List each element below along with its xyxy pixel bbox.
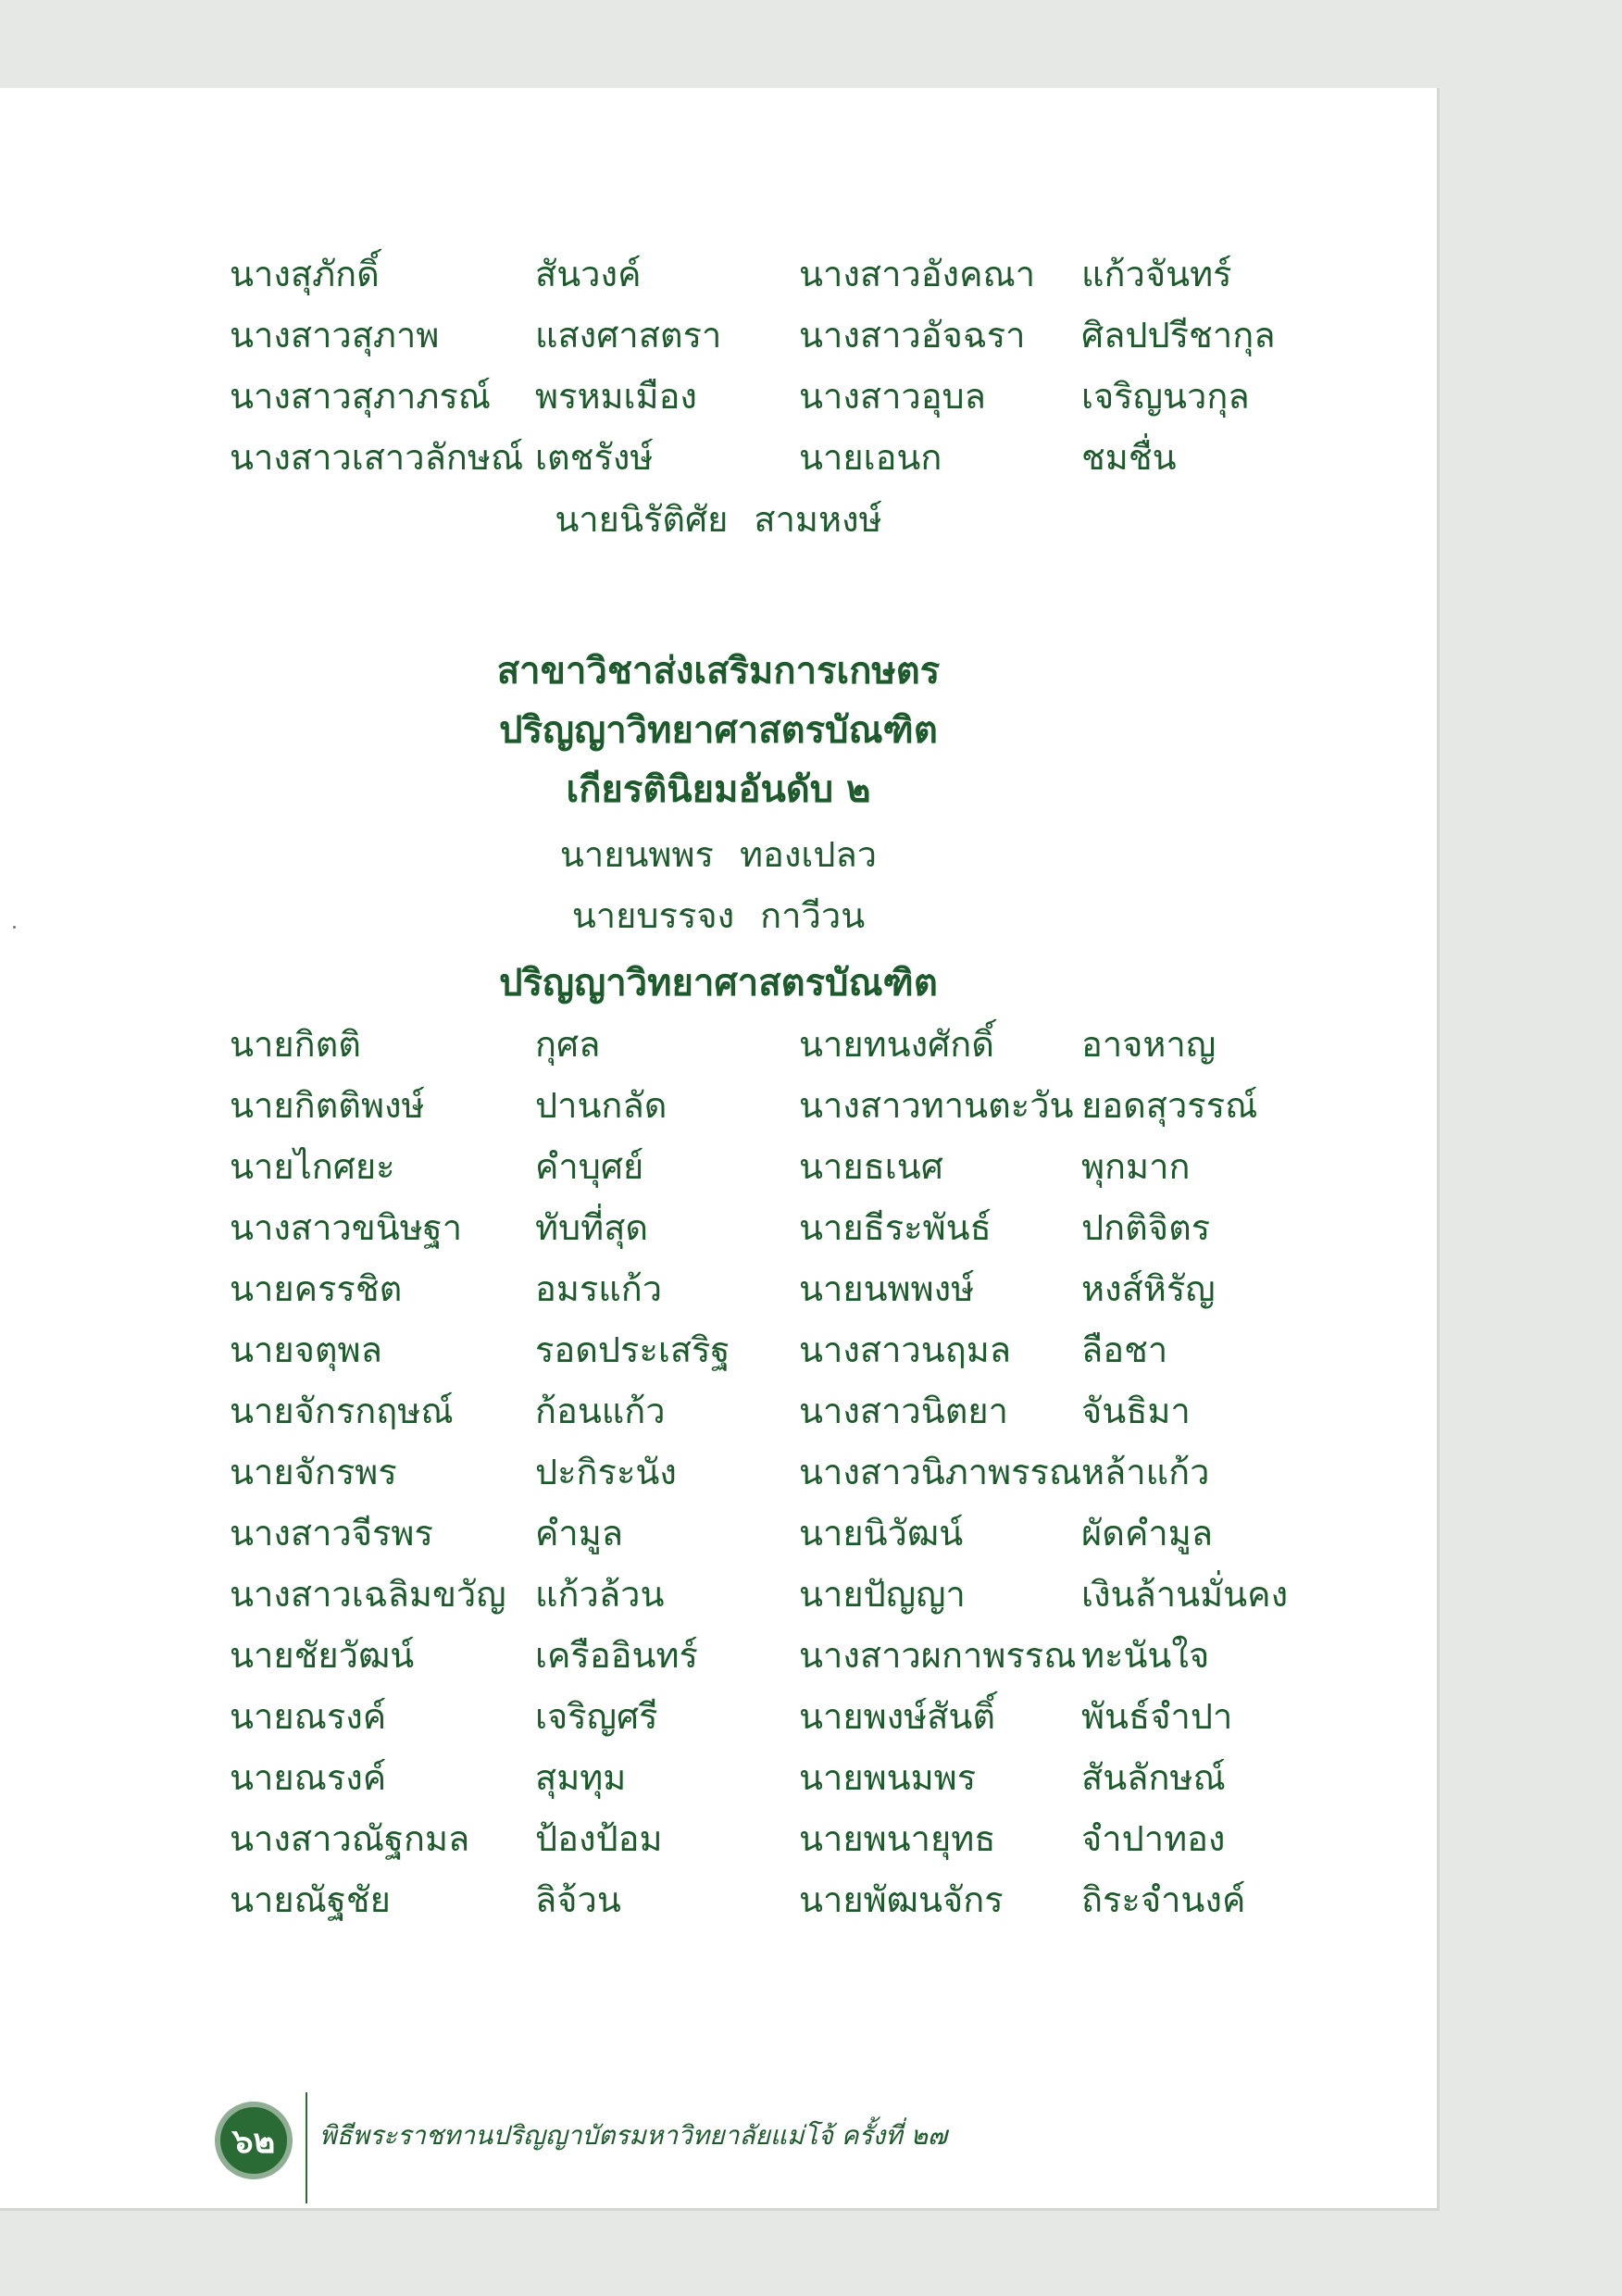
name-list-last-row [0,489,1437,550]
scan-speck [13,926,16,929]
name-cell: นายนิวัฒน์ [799,1513,964,1554]
name-cell: ทะนันใจ [1081,1635,1210,1676]
name-cell: กุศล [535,1024,601,1065]
name-cell: ถิระจำนงค์ [1081,1879,1246,1920]
name-cell: นางสาวทานตะวัน [799,1085,1074,1126]
name-cell: ปะกิระนัง [535,1452,677,1492]
name-cell: ทับที่สุด [535,1207,649,1248]
name-cell: นายณรงค์ [230,1757,387,1798]
name-cell: นางสาวเสาวลักษณ์ [230,437,524,478]
degree-heading-2: ปริญญาวิทยาศาสตรบัณฑิต [499,962,938,1004]
name-cell: นายปัญญา [799,1574,966,1615]
name-cell: นางสาวนิตยา [799,1391,1008,1431]
name-cell: นางสาวนฤมล [799,1329,1012,1370]
name-cell: อาจหาญ [1081,1024,1216,1065]
name-cell: นายนพพงษ์ [799,1268,975,1309]
name-cell: นางสาวอังคณา [799,254,1036,294]
name-cell: ชมชื่น [1081,437,1177,478]
honors-row [0,824,1437,885]
name-cell: นายณรงค์ [230,1696,387,1737]
name-cell: นางสาวอุบล [799,376,986,417]
name-cell: จันธิมา [1081,1391,1191,1431]
name-cell: นางสาวเฉลิมขวัญ [230,1574,506,1615]
page-number-seal: ๖๒ [215,2102,293,2179]
name-cell: นางสาวนิภาพรรณ [799,1452,1082,1492]
name-cell: เครืออินทร์ [535,1635,698,1676]
name-cell: นายพัฒนจักร [799,1879,1004,1920]
first-name: นายบรรจง [571,895,735,936]
name-cell: ลิจ้วน [535,1879,621,1920]
name-cell: คำบุศย์ [535,1146,644,1187]
name-cell: เจริญนวกุล [1081,376,1250,417]
name-cell: นางสาวสุภาพ [230,315,440,356]
name-cell: จำปาทอง [1081,1818,1226,1859]
name-cell: แก้วล้วน [535,1574,665,1615]
name-cell: หล้าแก้ว [1081,1452,1210,1492]
name-cell: นายชัยวัฒน์ [230,1635,415,1676]
name-cell: ผัดคำมูล [1081,1513,1214,1554]
name-cell: รอดประเสริฐ [535,1329,730,1370]
first-name: นายนิรัติศัย [555,499,729,540]
name-cell: ปกติจิตร [1081,1207,1211,1248]
name-cell: ปานกลัด [535,1085,668,1126]
name-cell: ลือชา [1081,1329,1168,1370]
name-cell: แสงศาสตรา [535,315,722,356]
name-cell: นางสาวณัฐกมล [230,1818,470,1859]
name-cell: นางสาวสุภาภรณ์ [230,376,492,417]
name-cell: เงินล้านมั่นคง [1081,1574,1289,1615]
name-cell: เตชรังษ์ [535,437,654,478]
last-name: ทองเปลว [739,834,878,875]
name-cell: นายครรชิต [230,1268,403,1309]
footer-divider [306,2092,307,2203]
name-cell: พรหมเมือง [535,376,697,417]
name-cell: พันธ์จำปา [1081,1696,1233,1737]
name-cell: เจริญศรี [535,1696,658,1737]
last-name: กาวีวน [760,895,866,936]
name-cell: นางสาวอัจฉรา [799,315,1026,356]
name-cell: นายจตุพล [230,1329,382,1370]
name-cell: นางสุภักดิ์ [230,254,380,294]
name-cell: นายพงษ์สันติ์ [799,1696,996,1737]
name-list-section-1 [230,243,1322,488]
name-cell: นางสาวจีรพร [230,1513,433,1554]
name-cell: อมรแก้ว [535,1268,663,1309]
last-name: สามหงษ์ [754,499,882,540]
department-heading: สาขาวิชาส่งเสริมการเกษตร [496,650,941,693]
degree-heading: ปริญญาวิทยาศาสตรบัณฑิต [499,709,938,752]
name-cell: นางสาวขนิษฐา [230,1207,463,1248]
name-cell: นางสาวผกาพรรณ [799,1635,1077,1676]
name-cell: นายไกศยะ [230,1146,395,1187]
name-cell: นายจักรกฤษณ์ [230,1391,454,1431]
name-cell: นายเอนก [799,437,942,478]
name-cell: ศิลปปรีชากุล [1081,315,1276,356]
name-cell: ป้องป้อม [535,1818,663,1859]
name-cell: นายพนมพร [799,1757,977,1798]
name-cell: พุกมาก [1081,1146,1191,1187]
name-cell: ยอดสุวรรณ์ [1081,1085,1258,1126]
name-cell: นายพนายุทธ [799,1818,996,1859]
first-name: นายนพพร [559,834,714,875]
name-cell: นายธีระพันธ์ [799,1207,992,1248]
name-cell: สันลักษณ์ [1081,1757,1226,1798]
name-list-section-2 [230,1014,1322,1930]
document-page [0,88,1440,2211]
name-cell: คำมูล [535,1513,624,1554]
name-cell: หงส์หิรัญ [1081,1268,1216,1309]
name-cell: นายณัฐชัย [230,1879,391,1920]
name-cell: นายธเนศ [799,1146,943,1187]
footer-caption: พิธีพระราชทานปริญญาบัตรมหาวิทยาลัยแม่โจ้ ครั้งที่ ๒๗ [319,2120,948,2151]
name-cell: สุมทุม [535,1757,627,1798]
honors-row [0,885,1437,946]
honors-heading: เกียรตินิยมอันดับ ๒ [566,768,871,811]
name-cell: แก้วจันทร์ [1081,254,1232,294]
name-cell: ก้อนแก้ว [535,1391,666,1431]
name-cell: นายจักรพร [230,1452,397,1492]
name-cell: สันวงค์ [535,254,642,294]
name-cell: นายทนงศักดิ์ [799,1024,994,1065]
name-cell: นายกิตติ [230,1024,361,1065]
name-cell: นายกิตติพงษ์ [230,1085,425,1126]
